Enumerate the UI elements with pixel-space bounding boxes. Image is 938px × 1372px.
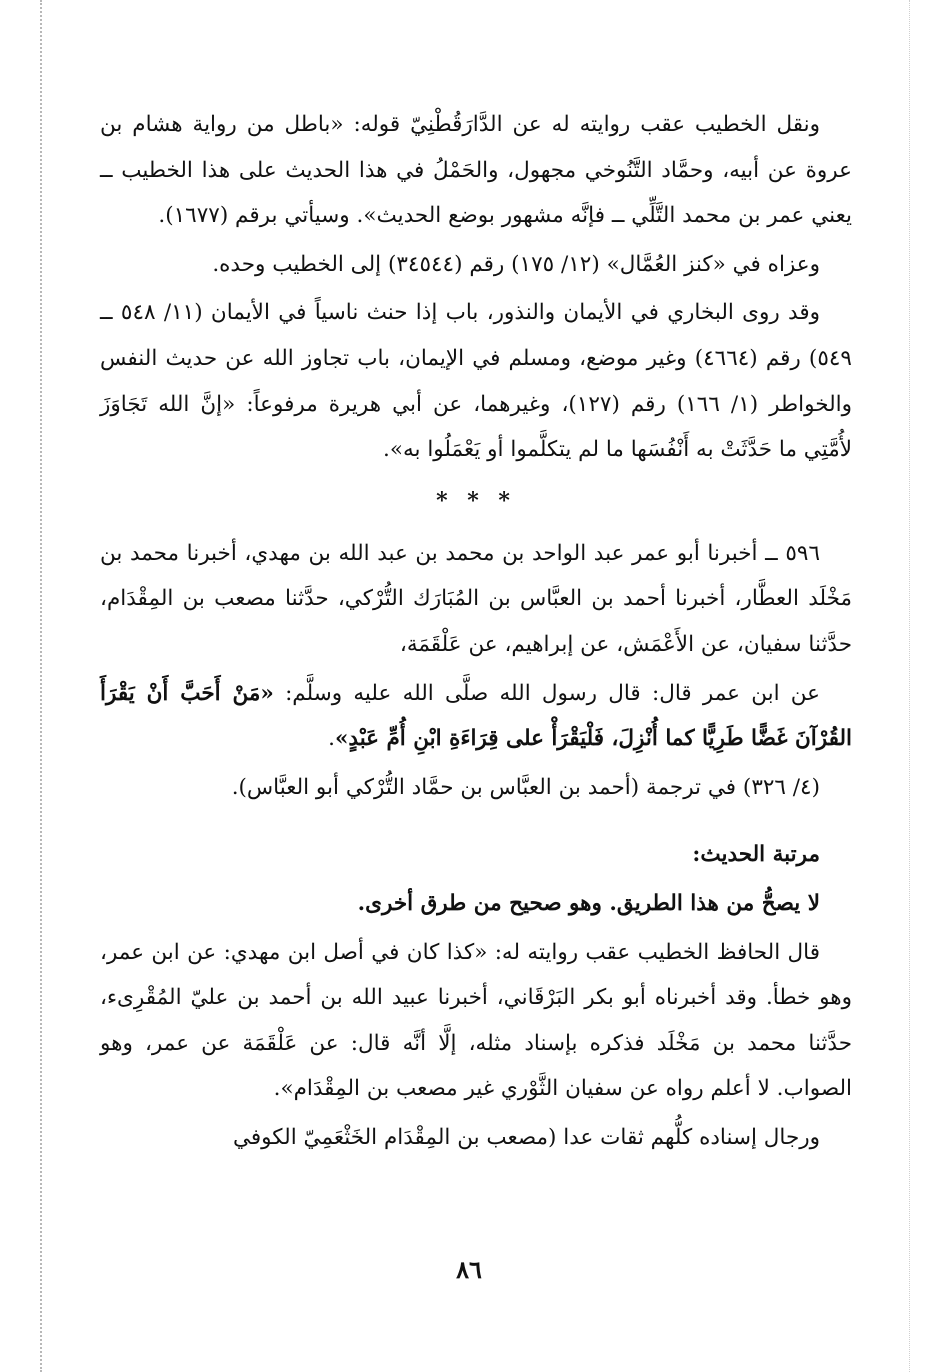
hadith-596-isnad-text: ٥٩٦ ــ أخبرنا أبو عمر عبد الواحد بن محمد بن عبد الله بن مهدي، أخبرنا محمد بن مَخْلَد العطَّار، أخبرنا أحمد بن العبَّاس بن المُبَارَك التُّرْكي، حدَّثنا مصعب بن المِقْدَام، حدَّثنا سفيان، عن الأَعْمَش، عن إبراهيم، عن عَلْقَمَة، bbox=[100, 540, 852, 657]
scan-edge-left bbox=[40, 0, 42, 1372]
scan-edge-right bbox=[909, 0, 910, 1372]
paragraph-hafiz-khatib: قال الحافظ الخطيب عقب روايته له: «كذا كان في أصل ابن مهدي: عن ابن عمر، وهو خطأ. وقد أخبرناه أبو بكر البَرْقَاني، أخبرنا عبيد الله بن أحمد بن عليّ المُقْرِىء، حدَّثنا محمد بن مَخْلَد فذكره بإسناد مثله، إلَّا أنَّه قال: عن عَلْقَمَة عن عمر، وهو الصواب. لا أعلم رواه عن سفيان الثَّوْري غير مصعب بن المِقْدَام». bbox=[100, 939, 852, 1102]
page-number: ٨٦ bbox=[456, 1255, 482, 1284]
hadith-596-matn-end: . bbox=[328, 726, 335, 752]
hadith-596-reference: (٤/ ٣٢٦) في ترجمة (أحمد بن العبَّاس بن حمَّاد التُّرْكي أبو العبَّاس). bbox=[231, 774, 820, 800]
paragraph-bukhari-muslim: وقد روى البخاري في الأيمان والنذور، باب إذا حنث ناسياً في الأيمان (١١/ ٥٤٨ ــ ٥٤٩) رقم (٤٦٦٤) وغير موضع، ومسلم في الإيمان، باب تجاوز الله عن حديث النفس والخواطر (١/ ١٦٦) رقم (١٢٧)، وغيرهما، عن أبي هريرة مرفوعاً: «إنَّ الله تَجَاوَزَ لأُمَّتِي ما حَدَّثَتْ به أَنْفُسَها ما لم يتكلَّموا أو يَعْمَلُوا به». bbox=[100, 300, 853, 463]
hadith-rank-verdict: لا يصحُّ من هذا الطريق. وهو صحيح من طرق أخرى. bbox=[357, 890, 820, 916]
hadith-596-matn-text: «مَنْ أَحَبَّ أَنْ يَقْرَأَ القُرْآنَ غَضًّا طَرِيًّا كما أُنْزِلَ، فَلْيَقْرَأْ على قِرَاءَةِ ابْنِ أُمِّ عَبْدٍ» bbox=[100, 680, 852, 752]
paragraph-isnad-narrators: ورجال إسناده كلُّهم ثقات عدا (مصعب بن المِقْدَام الخَثْعَمِيّ الكوفي bbox=[232, 1124, 820, 1150]
page-body bbox=[100, 102, 852, 1160]
hadith-596-matn bbox=[100, 671, 852, 762]
paragraph-khatib-quote: ونقل الخطيب عقب روايته له عن الدَّارَقُطْنِيّ قوله: «باطل من رواية هشام بن عروة عن أبيه، وحمَّاد التَّنُوخي مجهول، والحَمْلُ في هذا الحديث على هذا الخطيب ــ يعني عمر بن محمد التَّلِّي ــ فإنَّه مشهور بوضع الحديث». وسيأتي برقم (١٦٧٧). bbox=[100, 112, 852, 229]
section-separator: * * * bbox=[436, 487, 516, 514]
hadith-596-matn-intro: عن ابن عمر قال: قال رسول الله صلَّى الله عليه وسلَّم: bbox=[273, 680, 820, 706]
hadith-596-isnad bbox=[100, 531, 852, 668]
paragraph-kanz-ummal: وعزاه في «كنز العُمَّال» (١٢/ ١٧٥) رقم (٣٤٥٤٤) إلى الخطيب وحده. bbox=[212, 251, 820, 277]
section-heading-hadith-rank: مرتبة الحديث: bbox=[692, 842, 820, 868]
